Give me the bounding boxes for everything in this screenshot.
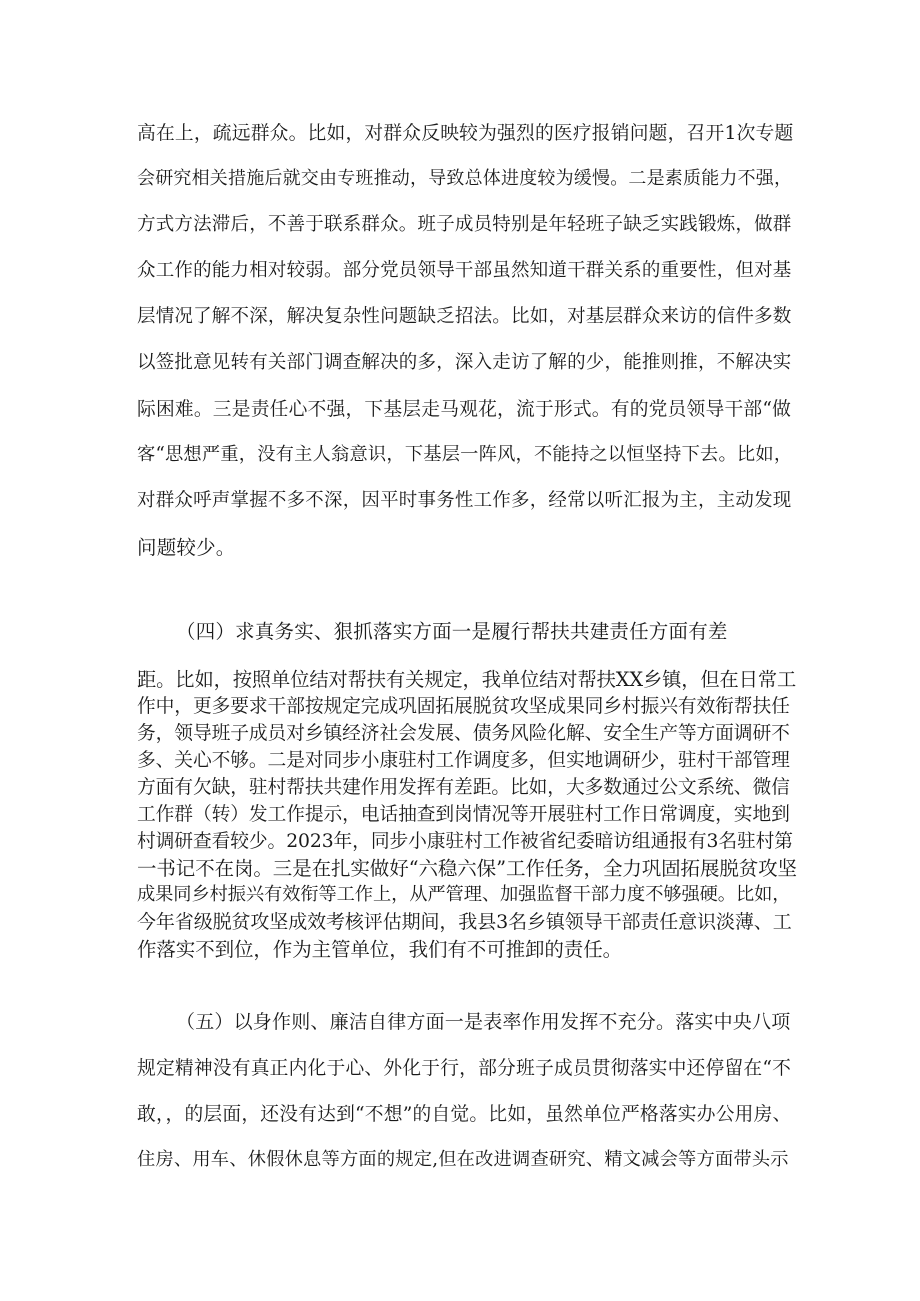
paragraph-line: 村调研查看较少。2023年，同步小康驻村工作被省纪委暗访组通报有3名驻村第 — [137, 831, 793, 852]
paragraph-line: 客“思想严重，没有主人翁意识，下基层一阵风，不能持之以恒坚持下去。比如， — [137, 444, 793, 465]
paragraph-line: 今年省级脱贫攻坚成效考核评估期间，我县3名乡镇领导干部责任意识淡薄、工 — [137, 911, 792, 933]
paragraph-line: 务，领导班子成员对乡镇经济社会发展、债务风险化解、安全生产等方面调研不 — [137, 723, 790, 744]
paragraph-line: 距。比如，按照单位结对帮扶有关规定，我单位结对帮扶XX乡镇，但在日常工 — [137, 668, 797, 691]
paragraph-line: 敢，，的层面，还没有达到“不想”的自觉。比如，虽然单位严格落实办公用房、 — [137, 1104, 792, 1125]
paragraph-line: 层情况了解不深，解决复杂性问题缺乏招法。比如，对基层群众来访的信件多数 — [137, 306, 792, 327]
paragraph-line: 住房、用车、休假休息等方面的规定,但在改进调查研究、精文减会等方面带头示 — [137, 1149, 789, 1170]
paragraph-line: 工作群（转）发工作提示，电话抽查到岗情况等开展驻村工作日常调度，实地到 — [137, 804, 790, 825]
paragraph-line: 众工作的能力相对较弱。部分党员领导干部虽然知道干群关系的重要性，但对基 — [137, 260, 792, 281]
paragraph-line: 方面有欠缺，驻村帮扶共建作用发挥有差距。比如，大多数通过公文系统、微信 — [137, 777, 790, 798]
paragraph-line: 方式方法滞后，不善于联系群众。班子成员特别是年轻班子缺乏实践锻炼，做群 — [137, 214, 792, 235]
section-four-heading: （四）求真务实、狠抓落实方面一是履行帮扶共建责任方面有差 — [176, 620, 728, 643]
paragraph-line: 多、关心不够。二是对同步小康驻村工作调度多，但实地调研少，驻村干部管理 — [137, 750, 790, 771]
paragraph-line: 对群众呼声掌握不多不深，因平时事务性工作多，经常以听汇报为主，主动发现 — [137, 490, 792, 511]
paragraph-line: 高在上，疏远群众。比如，对群众反映较为强烈的医疗报销问题，召开1次专题 — [137, 123, 794, 144]
paragraph-line: 成果同乡村振兴有效衔等工作上，从严管理、加强监督干部力度不够强硬。比如， — [137, 884, 791, 905]
paragraph-line: 作落实不到位，作为主管单位，我们有不可推卸的责任。 — [137, 938, 623, 961]
paragraph-line: 问题较少。 — [137, 536, 236, 559]
paragraph-line: 会研究相关措施后就交由专班推动，导致总体进度较为缓慢。二是素质能力不强， — [137, 168, 793, 189]
paragraph-line: 一书记不在岗。三是在扎实做好“六稳六保”工作任务，全力巩固拓展脱贫攻坚 — [137, 857, 797, 880]
paragraph-line: 际困难。三是责任心不强，下基层走马观花，流于形式。有的党员领导干部“做 — [137, 399, 792, 420]
paragraph-line: 作中，更多要求干部按规定完成巩固拓展脱贫攻坚成果同乡村振兴有效衔帮扶任 — [137, 696, 790, 717]
section-five-heading: （五）以身作则、廉洁自律方面一是表率作用发挥不充分。落实中央八项 — [176, 1011, 791, 1033]
paragraph-line: 以签批意见转有关部门调查解决的多，深入走访了解的少，能推则推，不解决实 — [137, 352, 792, 373]
paragraph-line: 规定精神没有真正内化于心、外化于行，部分班子成员贯彻落实中还停留在“不 — [137, 1058, 792, 1079]
